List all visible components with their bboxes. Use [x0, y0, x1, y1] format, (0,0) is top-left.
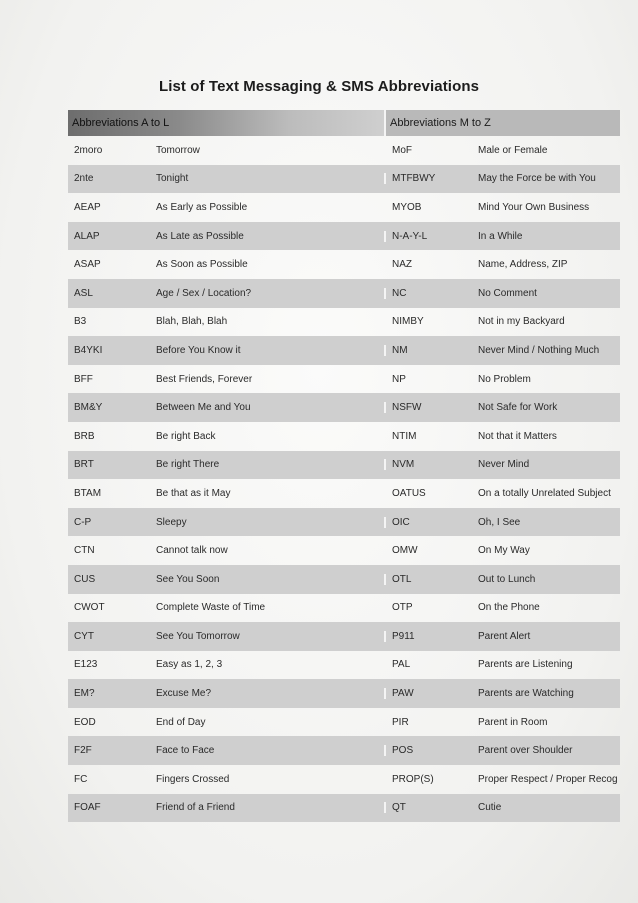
abbreviation-a-l: B4YKI — [74, 344, 103, 356]
meaning-a-l: Be right Back — [156, 430, 216, 442]
abbreviation-m-z: P911 — [384, 631, 472, 642]
meaning-m-z: Not that it Matters — [478, 430, 557, 442]
abbreviation-a-l: EM? — [74, 688, 95, 700]
table-row — [68, 308, 620, 337]
meaning-a-l: Be that as it May — [156, 487, 231, 499]
meaning-a-l: Easy as 1, 2, 3 — [156, 659, 223, 671]
abbreviation-a-l: ASL — [74, 287, 93, 299]
meaning-a-l: Tomorrow — [156, 144, 200, 156]
abbreviation-m-z: OMW — [392, 545, 418, 557]
meaning-a-l: See You Soon — [156, 573, 220, 585]
meaning-m-z: On My Way — [478, 545, 530, 557]
abbreviation-m-z: MYOB — [392, 201, 422, 213]
table-row — [68, 622, 620, 651]
meaning-m-z: Oh, I See — [478, 516, 521, 528]
table-row — [68, 336, 620, 365]
meaning-m-z: No Problem — [478, 373, 531, 385]
abbreviation-m-z: QT — [384, 802, 472, 813]
meaning-m-z: On the Phone — [478, 602, 540, 614]
abbreviations-table — [68, 110, 620, 822]
meaning-m-z: Never Mind — [478, 459, 530, 471]
meaning-a-l: Between Me and You — [156, 402, 251, 414]
abbreviation-a-l: BRB — [74, 430, 95, 442]
abbreviation-a-l: CYT — [74, 630, 94, 642]
abbreviation-a-l: FOAF — [74, 802, 101, 814]
meaning-m-z: Proper Respect / Proper Recog — [478, 773, 618, 785]
abbreviation-m-z: NVM — [384, 459, 472, 470]
meaning-m-z: Mind Your Own Business — [478, 201, 590, 213]
meaning-m-z: Never Mind / Nothing Much — [478, 344, 600, 356]
meaning-a-l: Best Friends, Forever — [156, 373, 253, 385]
meaning-a-l: As Early as Possible — [156, 201, 248, 213]
abbreviation-a-l: AEAP — [74, 201, 101, 213]
abbreviation-m-z: NP — [392, 373, 406, 385]
table-header — [68, 110, 620, 136]
abbreviation-m-z: NAZ — [392, 259, 412, 271]
meaning-m-z: In a While — [478, 230, 523, 242]
table-row — [68, 651, 620, 680]
meaning-m-z: Parent over Shoulder — [478, 745, 573, 757]
abbreviation-m-z: POS — [384, 745, 472, 756]
table-row — [68, 222, 620, 251]
abbreviation-m-z: NSFW — [384, 402, 472, 413]
table-row — [68, 250, 620, 279]
meaning-a-l: Before You Know it — [156, 344, 241, 356]
meaning-a-l: As Late as Possible — [156, 230, 244, 242]
meaning-a-l: Blah, Blah, Blah — [156, 316, 228, 328]
meaning-m-z: Not Safe for Work — [478, 402, 558, 414]
table-row — [68, 794, 620, 823]
table-row — [68, 736, 620, 765]
meaning-a-l: Friend of a Friend — [156, 802, 235, 814]
table-row — [68, 536, 620, 565]
table-row — [68, 136, 620, 165]
abbreviation-m-z: PAW — [384, 688, 472, 699]
meaning-m-z: Parents are Watching — [478, 688, 574, 700]
abbreviation-m-z: NTIM — [392, 430, 417, 442]
abbreviation-a-l: EOD — [74, 716, 96, 728]
abbreviation-a-l: BFF — [74, 373, 93, 385]
meaning-a-l: See You Tomorrow — [156, 630, 240, 642]
meaning-m-z: Parents are Listening — [478, 659, 573, 671]
abbreviation-m-z: N-A-Y-L — [384, 231, 472, 242]
abbreviation-a-l: BRT — [74, 459, 94, 471]
abbreviation-m-z: OATUS — [392, 487, 426, 499]
abbreviation-a-l: CWOT — [74, 602, 105, 614]
meaning-m-z: May the Force be with You — [478, 173, 596, 185]
page-title: List of Text Messaging & SMS Abbreviations — [158, 78, 480, 95]
meaning-a-l: Excuse Me? — [156, 688, 212, 700]
meaning-m-z: Parent in Room — [478, 716, 548, 728]
abbreviation-m-z: MTFBWY — [384, 173, 472, 184]
abbreviation-m-z: PAL — [392, 659, 411, 671]
abbreviation-m-z: PROP(S) — [392, 773, 434, 785]
abbreviation-a-l: E123 — [74, 659, 98, 671]
header-m-to-z: Abbreviations M to Z — [384, 110, 620, 136]
table-row — [68, 365, 620, 394]
table-row — [68, 479, 620, 508]
table-row — [68, 708, 620, 737]
meaning-a-l: End of Day — [156, 716, 206, 728]
abbreviation-m-z: PIR — [392, 716, 409, 728]
abbreviation-a-l: 2nte — [74, 173, 94, 185]
abbreviation-m-z: NM — [384, 345, 472, 356]
meaning-m-z: Out to Lunch — [478, 573, 536, 585]
abbreviation-a-l: FC — [74, 773, 88, 785]
table-row — [68, 565, 620, 594]
meaning-a-l: Sleepy — [156, 516, 187, 528]
meaning-m-z: On a totally Unrelated Subject — [478, 487, 611, 499]
abbreviation-m-z: NIMBY — [392, 316, 424, 328]
abbreviation-m-z: OTL — [384, 574, 472, 585]
abbreviation-m-z: OTP — [392, 602, 413, 614]
table-row — [68, 422, 620, 451]
meaning-m-z: Male or Female — [478, 144, 548, 156]
table-body — [68, 136, 620, 822]
table-row — [68, 279, 620, 308]
table-row — [68, 393, 620, 422]
abbreviation-a-l: BTAM — [74, 487, 102, 499]
abbreviation-m-z: OIC — [384, 517, 472, 528]
meaning-a-l: Be right There — [156, 459, 220, 471]
meaning-a-l: Face to Face — [156, 745, 215, 757]
abbreviation-a-l: ASAP — [74, 259, 101, 271]
meaning-m-z: Cutie — [478, 802, 502, 814]
table-row — [68, 594, 620, 623]
abbreviation-a-l: C-P — [74, 516, 92, 528]
meaning-a-l: Cannot talk now — [156, 545, 228, 557]
abbreviation-a-l: CTN — [74, 545, 95, 557]
meaning-a-l: As Soon as Possible — [156, 259, 248, 271]
meaning-m-z: Name, Address, ZIP — [478, 259, 568, 271]
meaning-m-z: No Comment — [478, 287, 537, 299]
table-row — [68, 765, 620, 794]
abbreviation-m-z: NC — [384, 288, 472, 299]
meaning-a-l: Age / Sex / Location? — [156, 287, 252, 299]
abbreviation-a-l: 2moro — [74, 144, 103, 156]
abbreviation-a-l: CUS — [74, 573, 96, 585]
table-row — [68, 508, 620, 537]
meaning-a-l: Fingers Crossed — [156, 773, 230, 785]
meaning-m-z: Not in my Backyard — [478, 316, 565, 328]
table-row — [68, 679, 620, 708]
abbreviation-m-z: MoF — [392, 144, 412, 156]
table-row — [68, 451, 620, 480]
abbreviation-a-l: B3 — [74, 316, 87, 328]
abbreviation-a-l: BM&Y — [74, 402, 103, 414]
meaning-a-l: Complete Waste of Time — [156, 602, 266, 614]
table-row — [68, 193, 620, 222]
header-a-to-l: Abbreviations A to L — [68, 110, 384, 136]
abbreviation-a-l: ALAP — [74, 230, 100, 242]
table-row — [68, 165, 620, 194]
meaning-a-l: Tonight — [156, 173, 189, 185]
abbreviation-a-l: F2F — [74, 745, 92, 757]
meaning-m-z: Parent Alert — [478, 630, 531, 642]
